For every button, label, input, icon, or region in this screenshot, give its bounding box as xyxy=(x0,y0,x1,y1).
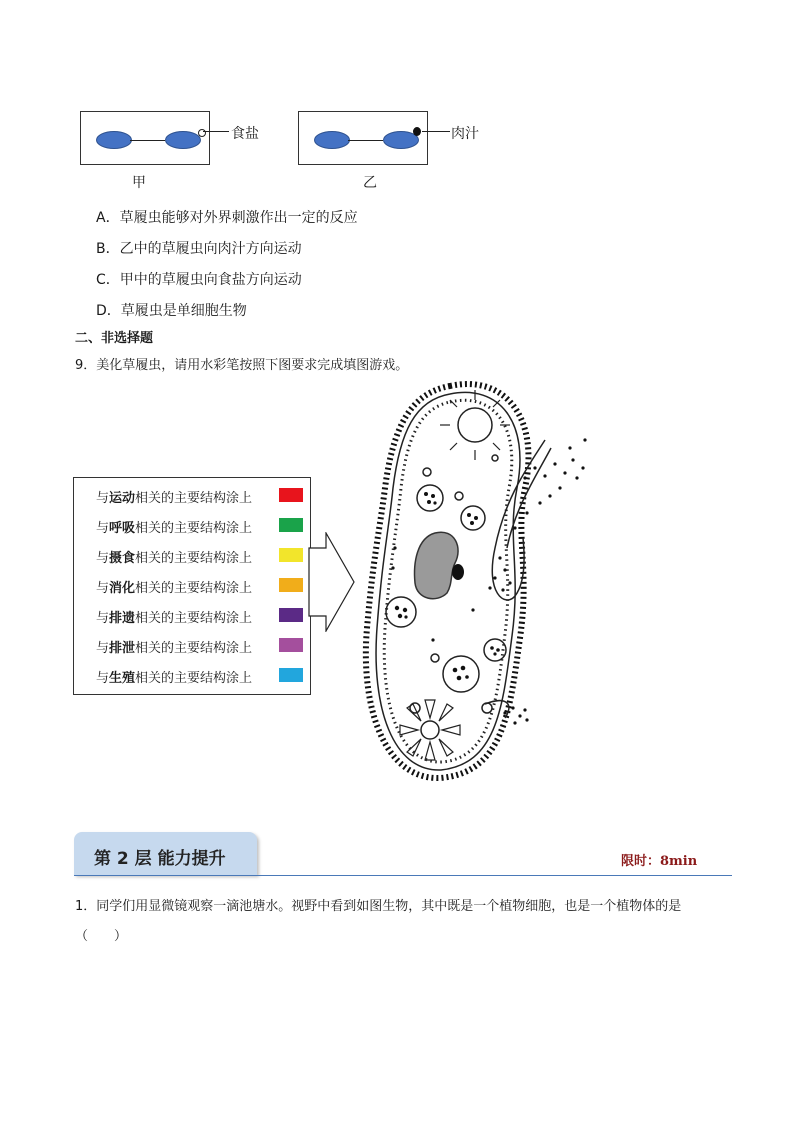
level-heading-tab xyxy=(74,832,257,875)
swatch-dark-purple xyxy=(279,608,303,622)
left-dish-label: 甲 xyxy=(132,175,146,191)
option-d: D．草履虫是单细胞生物 xyxy=(96,303,247,319)
section-title: 二、非选择题 xyxy=(75,331,154,346)
legend-row: 与运动相关的主要结构涂上 xyxy=(96,491,253,506)
meat-juice-label: 肉汁 xyxy=(451,126,479,142)
paramecium-diagram xyxy=(355,378,595,788)
legend-row: 与排遗相关的主要结构涂上 xyxy=(96,611,253,626)
swatch-yellow xyxy=(279,548,303,562)
right-dish-label: 乙 xyxy=(363,175,377,191)
time-limit: 限时：8min xyxy=(621,854,698,869)
option-a: A．草履虫能够对外界刺激作出一定的反应 xyxy=(96,210,358,226)
arrow-right-icon xyxy=(308,532,356,632)
legend-row: 与生殖相关的主要结构涂上 xyxy=(96,671,253,686)
meat-juice-marker-icon xyxy=(413,127,421,136)
question-9: 9．美化草履虫，请用水彩笔按照下图要求完成填图游戏。 xyxy=(75,358,409,373)
connector-line xyxy=(348,140,383,141)
paramecium-oval-left-1 xyxy=(96,131,132,149)
legend-row: 与呼吸相关的主要结构涂上 xyxy=(96,521,253,536)
option-b: B．乙中的草履虫向肉汁方向运动 xyxy=(96,241,302,257)
paramecium-oval-right-1 xyxy=(314,131,350,149)
option-c: C．甲中的草履虫向食盐方向运动 xyxy=(96,272,302,288)
swatch-orange xyxy=(279,578,303,592)
swatch-blue xyxy=(279,668,303,682)
paramecium-oval-left-2 xyxy=(165,131,201,149)
swatch-red xyxy=(279,488,303,502)
experiment-box-right xyxy=(298,111,428,165)
legend-row: 与排泄相关的主要结构涂上 xyxy=(96,641,253,656)
legend-row: 与摄食相关的主要结构涂上 xyxy=(96,551,253,566)
salt-pointer-line xyxy=(203,131,229,132)
swatch-purple xyxy=(279,638,303,652)
section-divider xyxy=(74,875,732,876)
level-title: 第 2 层 能力提升 xyxy=(94,849,226,869)
swatch-green xyxy=(279,518,303,532)
connector-line xyxy=(130,140,165,141)
legend-row: 与消化相关的主要结构涂上 xyxy=(96,581,253,596)
experiment-box-left xyxy=(80,111,210,165)
salt-label: 食盐 xyxy=(231,126,259,142)
question-1-line-1: 1．同学们用显微镜观察一滴池塘水。视野中看到如图生物，其中既是一个植物细胞，也是一个植物体的是 xyxy=(75,899,682,914)
meat-juice-pointer-line xyxy=(422,131,450,132)
question-1-line-2: （ ） xyxy=(75,929,128,944)
color-legend xyxy=(73,477,311,695)
